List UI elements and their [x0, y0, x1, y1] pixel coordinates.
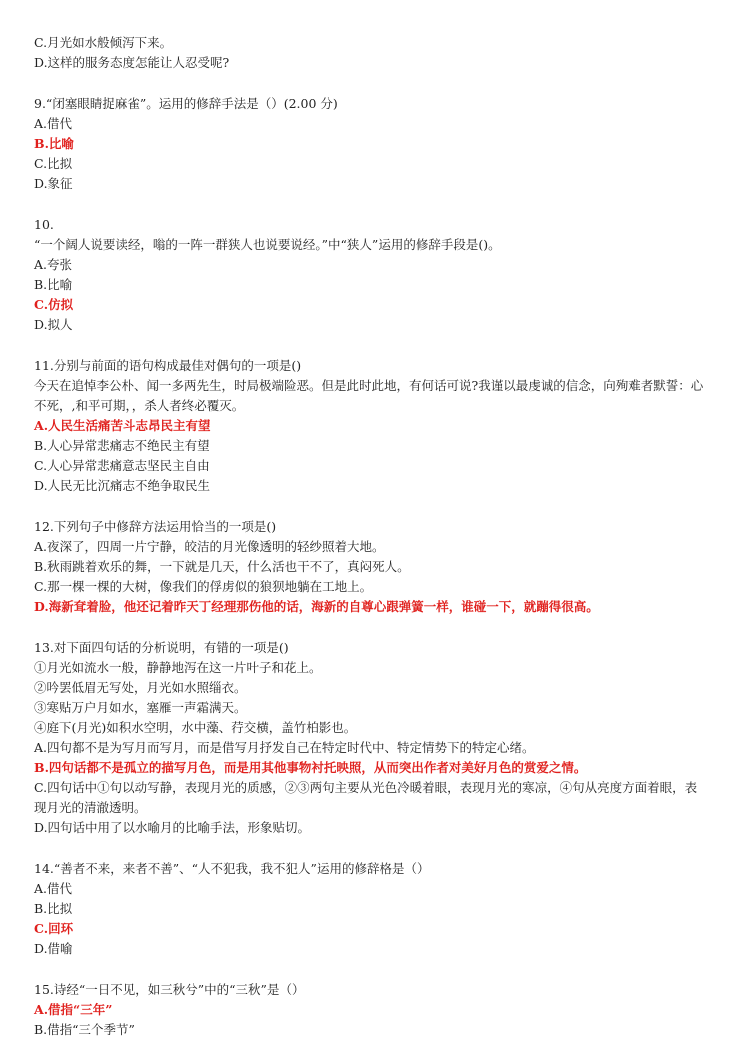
question-block [34, 94, 706, 194]
correct-answer-line: B.比喻 [34, 136, 74, 151]
text-line: 11.分别与前面的语句构成最佳对偶句的一项是() [34, 358, 302, 373]
document-body [34, 33, 706, 1040]
text-line: D.借喻 [34, 941, 73, 956]
text-line: C.月光如水般倾泻下来。 [34, 35, 173, 50]
text-line: B.人心异常悲痛志不绝民主有望 [34, 438, 210, 453]
correct-answer-line: A.借指“三年” [34, 1002, 113, 1017]
question-block [34, 356, 706, 496]
text-line: D.四句话中用了以水喻月的比喻手法，形象贴切。 [34, 820, 311, 835]
text-line: 13.对下面四句话的分析说明，有错的一项是() [34, 640, 289, 655]
text-line: C.四句话中①句以动写静，表现月光的质感，②③两句主要从光色冷暖着眼，表现月光的寒凉，④句从亮度方面着眼，表现月光的清澈透明。 [34, 780, 698, 815]
correct-answer-line: D.海新耷着脸，他还记着昨天丁经理那伤他的话，海新的自尊心跟弹簧一样，谁碰一下，就蹦得很高。 [34, 599, 599, 614]
text-line: D.这样的服务态度怎能让人忍受呢? [34, 55, 230, 70]
text-line: ②吟罢低眉无写处，月光如水照缁衣。 [34, 680, 247, 695]
text-line: ③寒贴万户月如水，塞雁一声霜满天。 [34, 700, 247, 715]
text-line: D.人民无比沉痛志不绝争取民生 [34, 478, 211, 493]
text-line: A.借代 [34, 881, 73, 896]
correct-answer-line: B.四句话都不是孤立的描写月色，而是用其他事物衬托映照，从而突出作者对美好月色的赏爱之情。 [34, 760, 587, 775]
text-line: 10. [34, 217, 54, 232]
text-line: ④庭下(月光)如积水空明，水中藻、荇交横，盖竹柏影也。 [34, 720, 357, 735]
question-block [34, 859, 706, 959]
text-line: C.比拟 [34, 156, 73, 171]
text-line: A.借代 [34, 116, 73, 131]
text-line: 今天在追悼李公朴、闻一多两先生，时局极端险恶。但是此时此地，有何话可说?我谨以最虔诚的信念，向殉难者默誓：心不死，,和平可期，，杀人者终必覆灭。 [34, 378, 704, 413]
correct-answer-line: C.回环 [34, 921, 74, 936]
question-block [34, 215, 706, 335]
text-line: 12.下列句子中修辞方法运用恰当的一项是() [34, 519, 277, 534]
text-line: B.比喻 [34, 277, 73, 292]
text-line: 15.诗经“一日不见，如三秋兮”中的“三秋”是（） [34, 982, 305, 997]
question-block [34, 638, 706, 838]
question-block [34, 33, 706, 73]
text-line: 14.“善者不来，来者不善”、“人不犯我，我不犯人”运用的修辞格是（） [34, 861, 430, 876]
text-line: 9.“闭塞眼睛捉麻雀”。运用的修辞手法是（）(2.00 分) [34, 96, 338, 111]
question-block [34, 980, 706, 1040]
text-line: C.人心异常悲痛意志坚民主自由 [34, 458, 210, 473]
text-line: B.比拟 [34, 901, 73, 916]
text-line: D.象征 [34, 176, 73, 191]
text-line: A.夸张 [34, 257, 73, 272]
text-line: A.四句都不是为写月而写月，而是借写月抒发自己在特定时代中、特定情势下的特定心绪。 [34, 740, 535, 755]
correct-answer-line: A.人民生活痛苦斗志昂民主有望 [34, 418, 211, 433]
text-line: B.借指“三个季节” [34, 1022, 135, 1037]
text-line: D.拟人 [34, 317, 73, 332]
text-line: A.夜深了，四周一片宁静，皎洁的月光像透明的轻纱照着大地。 [34, 539, 385, 554]
text-line: C.那一棵一棵的大树，像我们的俘虏似的狼狈地躺在工地上。 [34, 579, 373, 594]
correct-answer-line: C.仿拟 [34, 297, 74, 312]
text-line: B.秋雨跳着欢乐的舞，一下就是几天，什么活也干不了，真闷死人。 [34, 559, 410, 574]
text-line: ①月光如流水一般，静静地泻在这一片叶子和花上。 [34, 660, 322, 675]
text-line: “一个阔人说要读经，嗡的一阵一群狭人也说要说经。”中“狭人”运用的修辞手段是()。 [34, 237, 501, 252]
question-block [34, 517, 706, 617]
